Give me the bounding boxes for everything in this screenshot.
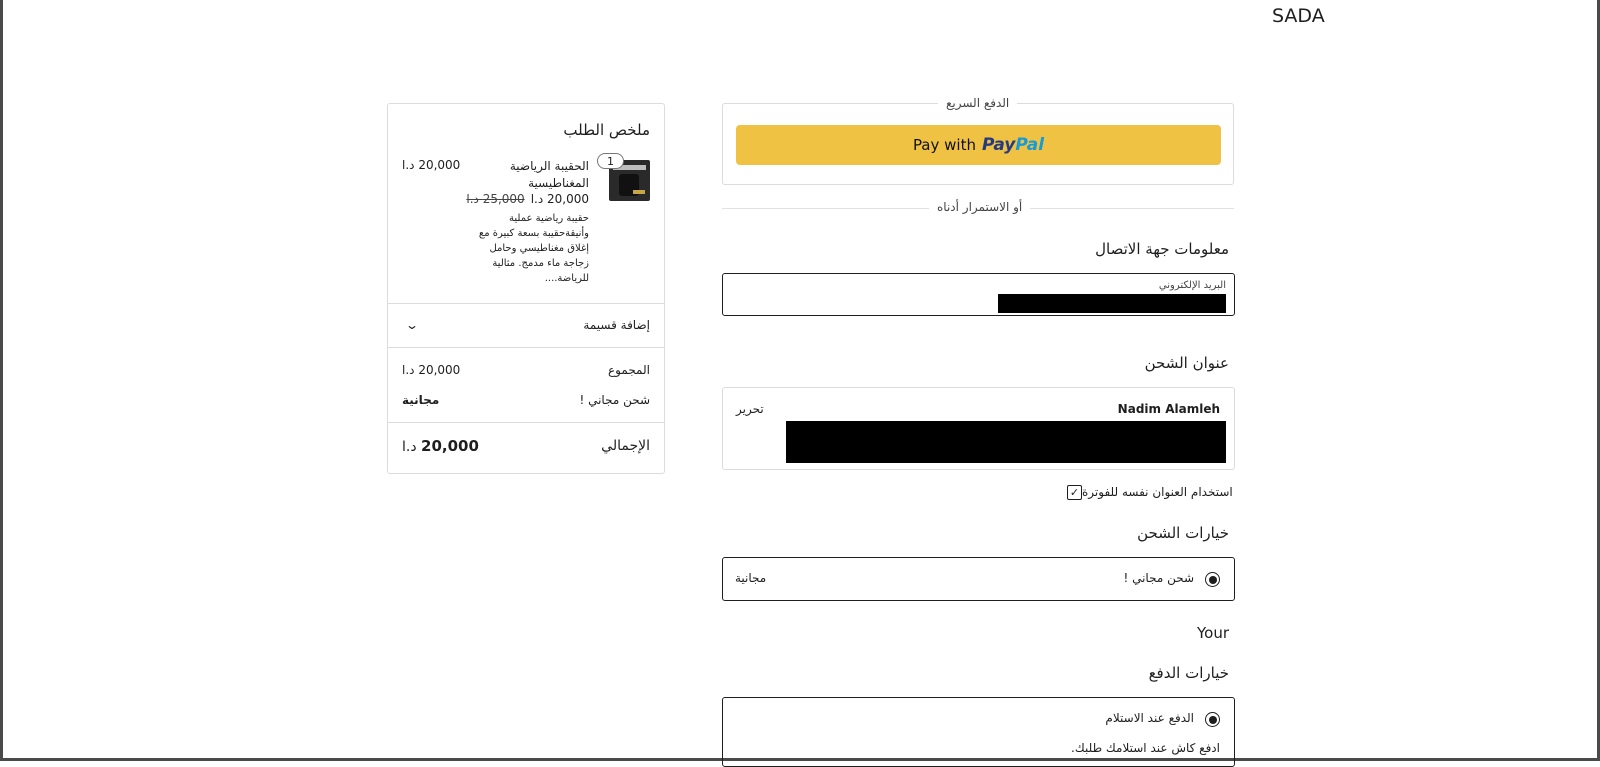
shipping-option-price: مجانية [735, 571, 767, 585]
summary-shipping-label: شحن مجاني ! [579, 393, 650, 407]
shipping-address-title: عنوان الشحن [1144, 354, 1229, 372]
divider [388, 422, 664, 423]
payment-radio[interactable] [1205, 712, 1220, 727]
payment-option-label: الدفع عند الاستلام [1105, 711, 1194, 725]
divider [388, 303, 664, 304]
total-label: الإجمالي [601, 438, 650, 454]
address-name: Nadim Alamleh [1117, 402, 1220, 416]
chevron-down-icon[interactable]: ⌄ [404, 318, 420, 332]
regular-price: 25,000 د.ا [466, 192, 525, 206]
sale-price: 20,000 د.ا [530, 192, 589, 206]
billing-same-row[interactable] [1058, 482, 1236, 502]
billing-same-label: استخدام العنوان نفسه للفوترة [1082, 485, 1233, 499]
shipping-radio[interactable] [1205, 572, 1220, 587]
contact-section-title: معلومات جهة الاتصال [1095, 240, 1229, 258]
shipping-option-label: شحن مجاني ! [1123, 571, 1194, 585]
email-field[interactable] [722, 273, 1235, 316]
check-icon: ✓ [1069, 485, 1080, 499]
email-value-redacted [998, 294, 1226, 313]
summary-shipping-value: مجانية [402, 393, 440, 407]
product-description: حقيبة رياضية عملية وأنيقةحقيبة بسعة كبيرة مع إغلاق مغناطيسي وحامل زجاجة ماء مدمج. مثالية للرياضة.... [478, 213, 589, 284]
payment-options-title: خيارات الدفع [1148, 664, 1229, 682]
quantity-badge: 1 [597, 153, 624, 169]
paypal-button[interactable] [736, 125, 1221, 165]
or-continue-text: أو الاستمرار أدناه [929, 200, 1030, 214]
paypal-button-label: Pay with [912, 136, 976, 154]
add-coupon-toggle[interactable]: إضافة قسيمة [583, 318, 650, 332]
product-line-price: 20,000 د.ا [402, 158, 461, 172]
subtotal-label: المجموع [608, 363, 650, 377]
product-prices [466, 192, 589, 206]
express-checkout-legend: الدفع السريع [938, 96, 1017, 110]
product-name: الحقيبة الرياضية المغناطيسية [509, 159, 589, 190]
address-details-redacted [786, 421, 1226, 463]
order-summary-title: ملخص الطلب [563, 121, 650, 139]
total-value: 20,000 د.ا [402, 437, 479, 455]
email-field-label: البريد الإلكتروني [1158, 280, 1226, 291]
radio-selected-dot [1209, 576, 1217, 584]
payment-option-cod[interactable] [722, 697, 1235, 767]
edit-address-link[interactable]: تحرير [736, 402, 764, 416]
subtotal-value: 20,000 د.ا [402, 363, 461, 377]
your-heading: Your [1196, 624, 1229, 642]
paypal-logo: PayPal [981, 135, 1045, 155]
shipping-options-title: خيارات الشحن [1137, 524, 1229, 542]
payment-option-description: ادفع كاش عند استلامك طلبك. [1071, 741, 1220, 755]
order-summary [387, 103, 665, 474]
billing-same-checkbox[interactable] [1067, 485, 1082, 500]
radio-selected-dot [1209, 716, 1217, 724]
shipping-address-card [722, 387, 1235, 470]
divider [388, 347, 664, 348]
shipping-option-free[interactable] [722, 557, 1235, 601]
site-title[interactable]: SADA [1272, 5, 1325, 27]
